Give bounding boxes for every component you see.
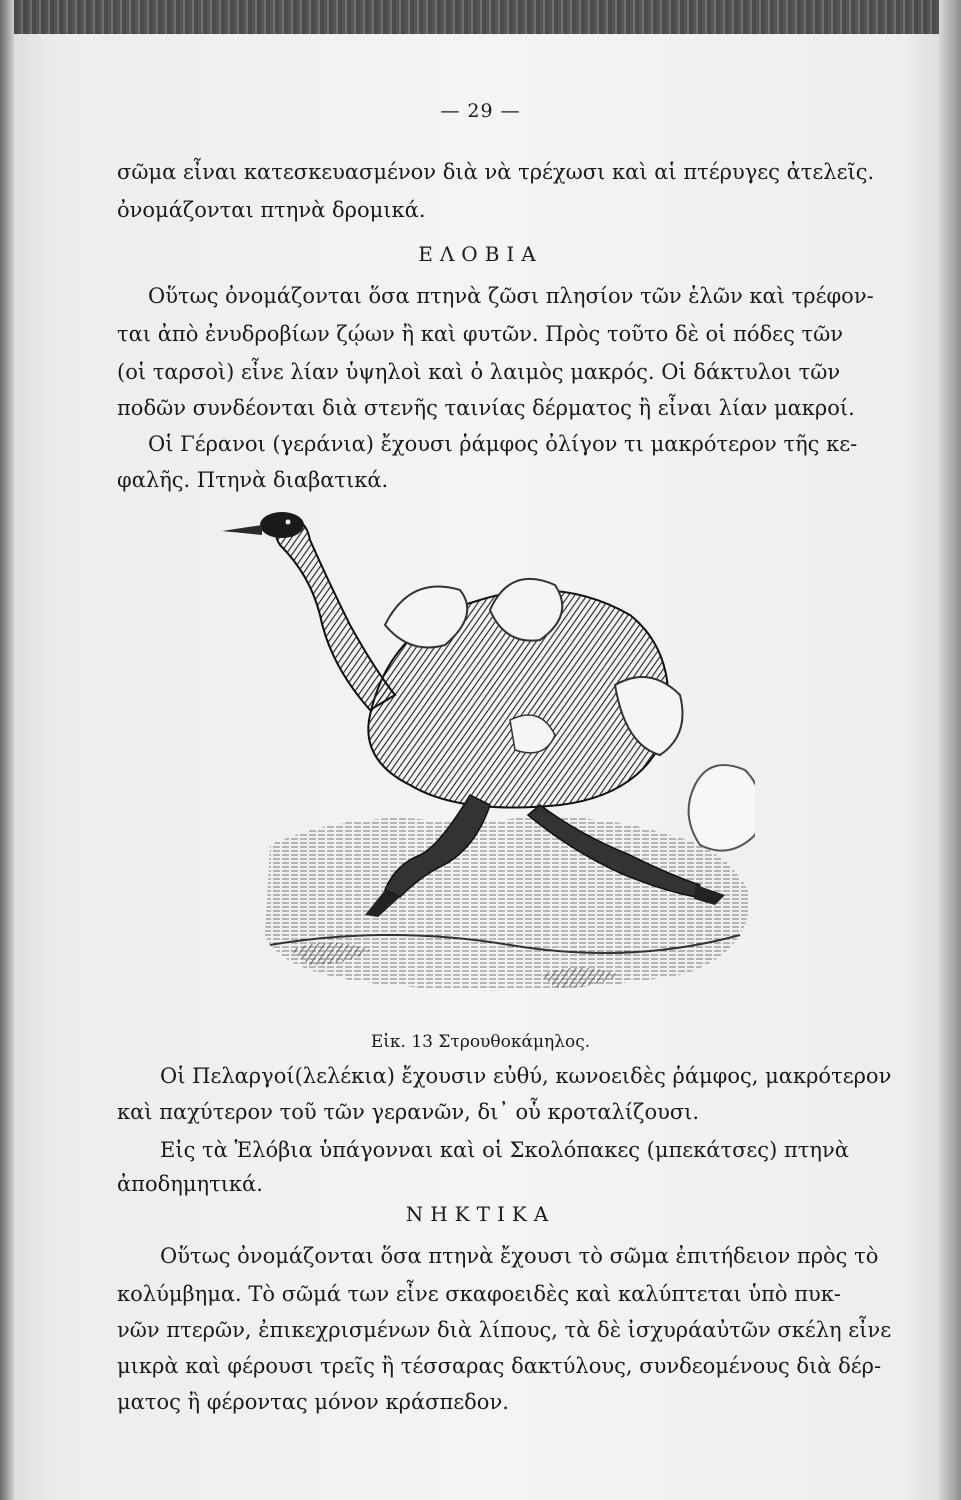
text-line: νῶν πτερῶν, ἐπικεχρισμένων διὰ λίπους, τὰ δὲ ἰσχυράαὐτῶν σκέλη εἶνε: [117, 1318, 892, 1342]
page-left-edge: [0, 0, 14, 1500]
text-line: κολύμβημα. Τὸ σῶμά των εἶνε σκαφοειδὲς καὶ καλύπτεται ὑπὸ πυκ-: [117, 1282, 842, 1306]
text-line: ματος ἢ φέροντας μόνον κράσπεδον.: [117, 1390, 509, 1414]
page-right-edge: [939, 0, 961, 1500]
text-line: ἀποδημητικά.: [117, 1172, 263, 1196]
text-line: Οἱ Γέρανοι (γεράνια) ἔχουσι ῥάμφος ὀλίγον τι μακρότερον τῆς κε-: [148, 432, 858, 456]
text-line: Εἰς τὰ Ἑλόβια ὑπάγονναι καὶ οἱ Σκολόπακες (μπεκάτσες) πτηνὰ: [160, 1138, 849, 1162]
text-line: Οἱ Πελαργοί(λελέκια) ἔχουσιν εὐθύ, κωνοειδὲς ῥάμφος, μακρότερον: [160, 1064, 892, 1088]
section-heading-elovia: ΕΛΟΒΙΑ: [418, 242, 543, 266]
text-line: (οἱ ταρσοὶ) εἶνε λίαν ὑψηλοὶ καὶ ὁ λαιμὸς μακρός. Οἱ δάκτυλοι τῶν: [117, 360, 841, 384]
text-line: ται ἀπὸ ἐνυδροβίων ζῴων ἢ καὶ φυτῶν. Πρὸς τοῦτο δὲ οἱ πόδες τῶν: [117, 322, 844, 346]
figure-caption: Εἰκ. 13 Στρουθοκάμηλος.: [370, 1032, 591, 1052]
text-line: σῶμα εἶναι κατεσκευασμένον διὰ νὰ τρέχωσι καὶ αἱ πτέρυγες ἀτελεῖς.: [117, 160, 875, 184]
text-line: μικρὰ καὶ φέρουσι τρεῖς ἢ τέσσαρας δακτύλους, συνδεομένους διὰ δέρ-: [117, 1354, 882, 1378]
text-line: Οὕτως ὀνομάζονται ὅσα πτηνὰ ἔχουσι τὸ σῶμα ἐπιτήδειον πρὸς τὸ: [160, 1244, 879, 1268]
ostrich-illustration: [210, 505, 755, 1015]
text-line: Οὕτως ὀνομάζονται ὅσα πτηνὰ ζῶσι πλησίον τῶν ἑλῶν καὶ τρέφον-: [148, 284, 874, 308]
section-heading-niktika: ΝΗΚΤΙΚΑ: [405, 1202, 556, 1226]
page-number: — 29 —: [440, 100, 521, 122]
page-top-edge: [0, 0, 961, 34]
text-line: ποδῶν συνδέονται διὰ στενῆς ταινίας δέρματος ἢ εἶναι λίαν μακροί.: [117, 396, 855, 420]
text-line: καὶ παχύτερον τοῦ τῶν γερανῶν, δι᾽ οὗ κροταλίζουσι.: [117, 1100, 700, 1124]
text-line: φαλῆς. Πτηνὰ διαβατικά.: [117, 468, 389, 492]
text-line: ὀνομάζονται πτηνὰ δρομικά.: [117, 198, 426, 222]
